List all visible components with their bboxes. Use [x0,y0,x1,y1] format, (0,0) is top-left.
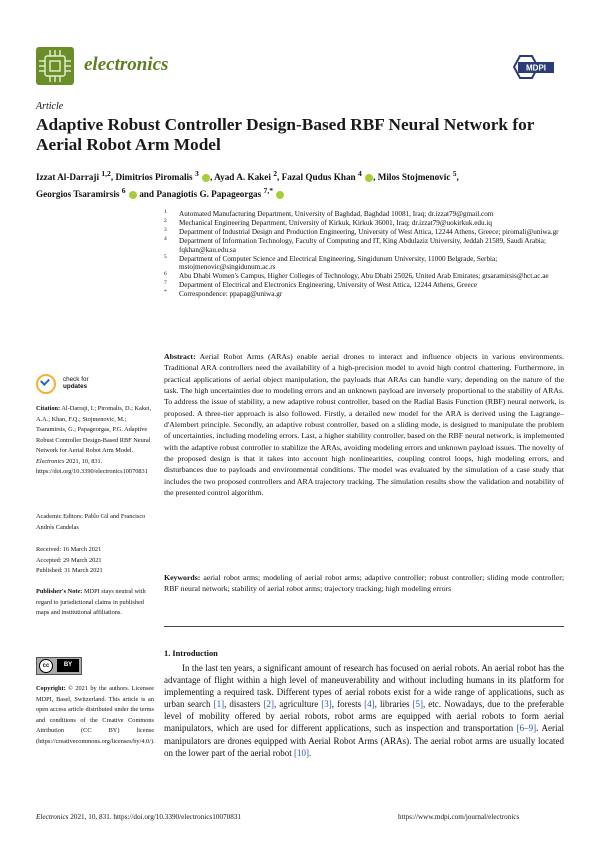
citation-link[interactable]: [5] [412,699,423,710]
affiliation: 4 Department of Information Technology, Faculty of Computing and IT, King Abdulaziz University, Jeddah 21589, Saudi Arabia; fqkhan@kau.edu.sa [164,235,546,254]
abstract [164,351,564,498]
footer-journal: Electronics [36,813,69,821]
footer-doi[interactable]: 2021, 10, 831. https://doi.org/10.3390/electronics10070831 [68,813,242,821]
author: Ayad A. Kakei $^2$ [214,169,278,183]
journal-logo [36,47,74,85]
circuit-icon [36,47,74,85]
section-divider [164,626,564,627]
check-updates-icon [36,374,56,394]
affiliation: 6 Abu Dhabi Women's Campus, Higher Colleges of Technology, Abu Dhabi 25026, United Arab Emirates; gtsaramirsis@hct.ac.ae [164,271,549,281]
published-date: Published: 31 March 2021 [36,567,103,574]
article-title: Adaptive Robust Controller Design-Based RBF Neural Network for Aerial Robot Arm Model [36,115,535,154]
keywords-label: Keywords: [164,573,201,582]
by-icon: BY [57,659,79,672]
editors-names: Pablo Gil and Francisco Andrés Candelas [36,513,146,531]
citation-link[interactable]: [1] [213,699,225,710]
intro-paragraph: In the last ten years, a significant amount of research has focused on aerial robots. An aerial robot has the advantage of flight within a high level of maneuverability and without including humans in its platform for implementing a required task. Different types of aerial robots exist for a wide range of applications, such as urban search [1], disasters [2], agriculture [3], forests [4], libraries [5], etc. Nowadays, due to the preferable level of mobility offered by aerial robots, robot arms are equipped with aerial robots to form aerial manipulators, which are used for different applications, such as inspection and transportation [6–9]. Aerial manipulators are drones equipped with Aerial Robot Arms (ARAs). The aerial robot arms are usually located on the lower part of the aerial robot [10]. [164,663,565,758]
affiliation: 2 Mechanical Engineering Department, University of Kirkuk, Kirkuk 36001, Iraq; dr.izzat79@uokirkuk.edu.iq [164,217,493,227]
citation-link[interactable]: [3] [321,699,332,710]
journal-name: electronics [84,54,169,75]
publisher-note [36,587,154,619]
orcid-icon[interactable] [365,174,373,182]
citation-link[interactable]: [10] [293,747,309,758]
check-for-updates-button[interactable] [36,374,89,394]
orcid-icon[interactable] [129,191,137,199]
keywords-text: aerial robot arms; modeling of aerial robot arms; adaptive controller; robust controller; sliding mode controller; RBF neural network; stability of aerial robot arms; trajectory tracking; high modeling errors [164,573,565,594]
citation-link[interactable]: [4] [364,699,375,710]
editors-label: Academic Editors: [36,513,84,520]
mdpi-logo-icon [512,55,556,79]
affiliation: 7 Department of Electrical and Electronics Engineering, University of West Attica, 12244 Athens, Greece [164,280,478,290]
citation-link[interactable]: [6–9] [516,723,537,734]
accepted-date: Accepted: 29 March 2021 [36,556,102,564]
received-date: Received: 16 March 2021 [36,546,102,553]
publisher-name: MDPI [526,63,546,73]
copyright-text: © 2021 by the authors. Licensee MDPI, Basel, Switzerland. This article is an open access article distributed under the terms and conditions of the Creative Commons Attribution (CC BY) license (https://creativecommons.org/licenses/by/4.0/). [36,685,155,745]
abstract-label: Abstract: [164,352,196,361]
keywords [164,572,564,595]
citation-block [36,404,154,478]
affiliation: 5 Department of Computer Science and Electrical Engineering, Singidunum University, 11000 Belgrade, Serbia; mstojmenovic@singidunum.ac.rs [164,253,498,272]
correspondence: * Correspondence: ppapag@uniwa.gr [164,289,283,299]
author: Dimitrios Piromalis $^3$ [115,172,210,182]
citation-journal: Electronics [36,457,65,465]
citation-doi[interactable]: 2021, 10, 831. https://doi.org/10.3390/electronics10070831 [36,457,148,475]
copyright-label: Copyright: [36,685,66,692]
orcid-icon[interactable] [276,191,284,199]
abstract-text: Aerial Robot Arms (ARAs) enable aerial drones to interact and influence objects in various environments. Traditional ARA controllers need the availability of a high-precision model to avoid high control chattering. Furthermore, in practical applications of aerial object manipulation, the payloads that ARAs can handle vary, depending on the nature of the task. The high uncertainties due to modeling errors and an unknown payload are inversely proportional to the stability of ARAs. To address the issue of stability, a new adaptive robust controller, based on the Radial Basis Function (RBF) neural network, is proposed. A three-tier approach is also followed. Firstly, a detailed new model for the ARA is derived using the Lagrange–d'Alembert principle. Secondly, an adaptive robust controller, based on a sliding mode, is designed to manipulate the problem of uncertainties, including modeling errors. Last, a higher stability controller, based on the RBF neural network, is implemented with the adaptive robust controller to stabilize the ARAs, avoiding modeling errors and unknown payload issues. The novelty of the proposed design is that it takes into account high nonlinearities, coupling control loops, high modeling errors, and disturbances due to payloads and environmental conditions. The model was evaluated by the simulation of a case study that includes the two proposed controllers and ARA trajectory tracking. The simulation results show the validation and notability of the presented control algorithm. [164,352,564,498]
affiliation: 1 Automated Manufacturing Department, University of Baghdad, Baghdad 10081, Iraq; dr.izzat79@gmail.com [164,209,494,218]
dates-block [36,545,154,577]
copyright-block [36,684,154,747]
check-updates-line1: check for [63,376,89,383]
publisher-note-text: MDPI stays neutral with regard to jurisdictional claims in published maps and institutional affiliations. [36,588,146,616]
check-updates-line2: updates [63,383,88,390]
footer-journal-url[interactable]: https://www.mdpi.com/journal/electronics [398,813,520,821]
cc-by-license-icon[interactable] [36,657,82,675]
orcid-icon[interactable] [202,174,210,182]
citation-label: Citation: [36,405,61,412]
author: Izzat Al-Darraji $^{1,2}$ [36,169,111,183]
citation-link[interactable]: [2] [263,699,274,710]
academic-editors [36,512,154,533]
affiliation: 3 Department of Industrial Design and Production Engineering, University of West Attica, 12244 Athens, Greece; piromali@uniwa.gr [164,226,559,236]
author: Fazal Qudus Khan $^4$ [282,172,373,182]
author: Georgios Tsaramirsis $^6$ [36,189,137,199]
article-type: Article [36,101,64,112]
citation-text: Al-Darraji, I.; Piromalis, D.; Kakei, A.A.; Khan, F.Q.; Stojmenovic, M.; Tsaramirsis, G.; Papageorgas, P.G. Adaptive Robust Controller Design-Based RBF Neural Network for Aerial Robot Arm Model. [36,405,152,454]
author: Panagiotis G. Papageorgas $^{7,*}$ [156,189,284,199]
cc-icon: cc [39,659,53,673]
author-list: Izzat Al-Darraji $^{1,2}$, Dimitrios Piromalis $^3$ , Ayad A. Kakei $^2$, Fazal Qudus Khan $^4$ , Milos Stojmenovic $^5$, Georgios Tsaramirsis $^6$ and Panagiotis G. Papageorgas $^{7,*}$ [36,169,459,200]
section-heading: 1. Introduction [164,649,218,658]
affiliations [164,210,564,299]
author: Milos Stojmenovic $^5$ [377,169,457,183]
footer-citation [36,813,241,821]
mdpi-logo [512,55,556,79]
publisher-note-label: Publisher's Note: [36,588,83,595]
